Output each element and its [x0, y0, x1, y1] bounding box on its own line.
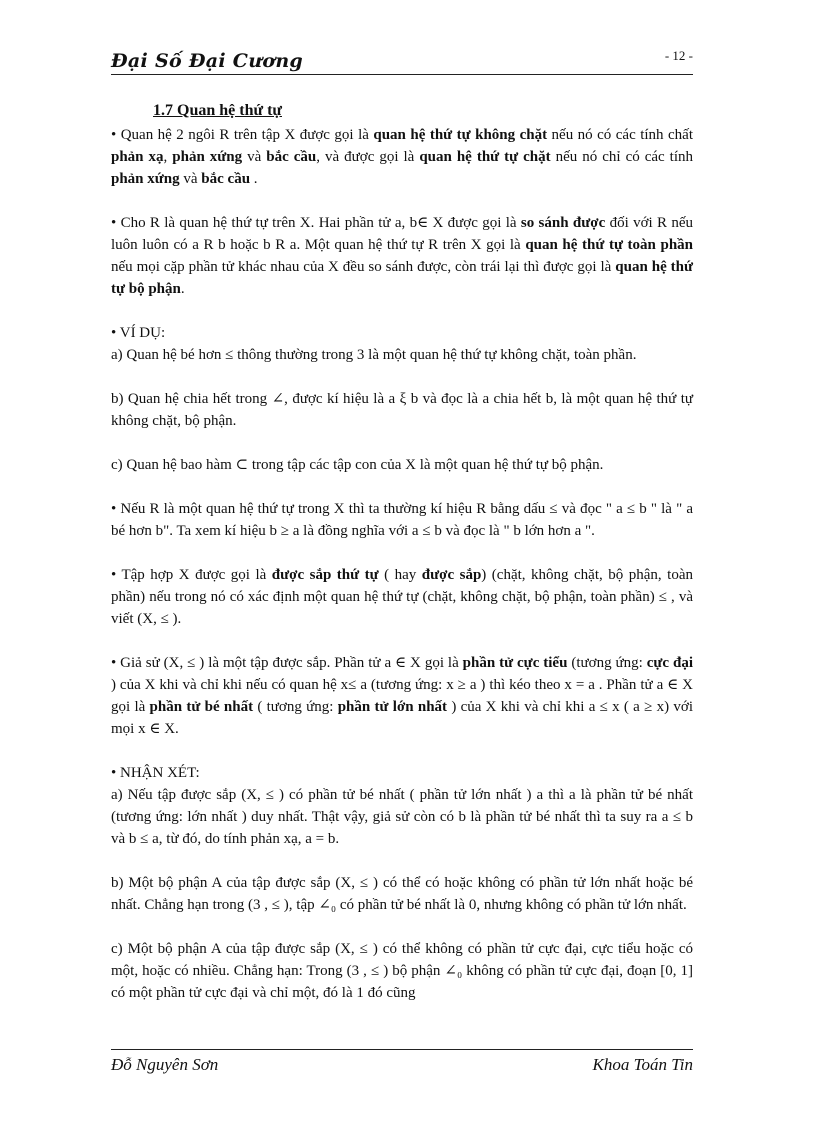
page-header — [111, 44, 693, 75]
bold-term: quan hệ thứ tự không chặt — [373, 127, 548, 143]
text-run: • Tập hợp X được gọi là — [111, 567, 272, 583]
example-c: c) Quan hệ bao hàm ⊂ trong tập các tập con của X là một quan hệ thứ tự bộ phận. — [111, 457, 604, 473]
bold-term: quan hệ thứ tự chặt — [419, 149, 551, 165]
page-footer — [111, 1049, 693, 1080]
text-run: và — [179, 171, 202, 187]
header-title: Đại Số Đại Cương — [111, 50, 304, 72]
text-run: (tương ứng: — [567, 655, 647, 671]
remark-b: b) Một bộ phận A của tập được sắp (X, ≤ ) có thể có hoặc không có phần tử lớn nhất hoặc bé nhất. Chẳng hạn trong (3 , ≤ ), tập ∠₀ có phần tử bé nhất là 0, nhưng không có phần tử lớn nhất. — [111, 875, 693, 913]
remarks-block — [111, 762, 693, 1004]
text-run: . — [180, 281, 185, 297]
bold-term: so sánh được — [520, 215, 606, 231]
footer-author: Đỗ Nguyên Sơn — [111, 1055, 219, 1074]
bold-term: quan hệ thứ tự bộ phận — [111, 259, 694, 297]
bold-term: bắc cầu — [201, 171, 251, 187]
text-run: nếu mọi cặp phần tử khác nhau của X đều so sánh được, còn trái lại thì được gọi là — [111, 259, 616, 275]
text-run: • Quan hệ 2 ngôi R trên tập X được gọi là — [111, 127, 374, 143]
text-run: , — [163, 149, 173, 165]
example-b: b) Quan hệ chia hết trong ∠, được kí hiệu là a ξ b và đọc là a chia hết b, là một quan hệ thứ tự không chặt, bộ phận. — [111, 391, 693, 429]
bold-term: phản xứng — [111, 171, 180, 187]
remark-c: c) Một bộ phận A của tập được sắp (X, ≤ ) có thể không có phần tử cực đại, cực tiểu hoặc có một, hoặc có nhiều. Chẳng hạn: Trong (3 , ≤ ) bộ phận ∠₀ không có phần tử cực đại, đoạn [0, 1] có một phần tử cực đại và chỉ một, đó là 1 đó cũng — [111, 941, 693, 1001]
paragraph-order-relation-definition — [111, 124, 693, 190]
page-body — [111, 100, 693, 1026]
bold-term: phần tử cực tiểu — [462, 655, 568, 671]
bold-term: phản xứng — [172, 149, 243, 165]
paragraph-ordered-set — [111, 564, 693, 630]
text-run: . — [250, 171, 258, 187]
page-number: - 12 - — [664, 48, 693, 63]
text-run: ) (chặt, không chặt, bộ phận, toàn phần) nếu trong nó có xác định một quan hệ thứ tự (chặt, không chặt, bộ phận, toàn phần) ≤ , và viết (X, ≤ ). — [111, 567, 693, 627]
bold-term: quan hệ thứ tự toàn phần — [525, 237, 694, 253]
text-run: ( hay — [378, 567, 422, 583]
examples-heading: • VÍ DỤ: — [111, 325, 166, 341]
text-run: nếu nó có các tính chất — [547, 127, 694, 143]
section-title: 1.7 Quan hệ thứ tự — [153, 102, 282, 119]
bold-term: phần tử lớn nhất — [337, 699, 448, 715]
remarks-heading: • NHẬN XÉT: — [111, 765, 200, 781]
bold-term: cực đại — [646, 655, 693, 671]
bold-term: phần tử bé nhất — [149, 699, 254, 715]
footer-department: Khoa Toán Tin — [592, 1055, 693, 1074]
text-run: và — [242, 149, 267, 165]
text-run: • Giả sử (X, ≤ ) là một tập được sắp. Phần tử a ∈ X gọi là — [111, 655, 463, 671]
remark-a: a) Nếu tập được sắp (X, ≤ ) có phần tử bé nhất ( phần tử lớn nhất ) a thì a là phần tử bé nhất (tương ứng: lớn nhất ) duy nhất. Thật vậy, giả sử còn có b là phần tử bé nhất thì ta suy ra a ≤ b và b ≤ a, từ đó, do tính phản xạ, a = b. — [111, 787, 693, 847]
bold-term: được sắp thứ tự — [271, 567, 379, 583]
text-run: đối với R nếu luôn luôn có a R b hoặc b R a. Một quan hệ thứ tự R trên X gọi là — [111, 215, 693, 253]
text-run: nếu nó chỉ có các tính — [550, 149, 694, 165]
text-run: , và được gọi là — [316, 149, 420, 165]
paragraph-comparable-elements — [111, 212, 693, 300]
text-run: ( tương ứng: — [253, 699, 338, 715]
bold-term: được sắp — [421, 567, 482, 583]
paragraph-extremal-elements — [111, 652, 693, 740]
text-run: ) của X khi và chỉ khi nếu có quan hệ x≤ a (tương ứng: x ≥ a ) thì kéo theo x = a . Phần tử a ∈ X gọi là — [111, 677, 693, 715]
examples-block — [111, 322, 693, 476]
bold-term: bắc cầu — [266, 149, 317, 165]
paragraph-notation: • Nếu R là một quan hệ thứ tự trong X thì ta thường kí hiệu R bằng dấu ≤ và đọc " a ≤ b " là " a bé hơn b". Ta xem kí hiệu b ≥ a là đồng nghĩa với a ≤ b và đọc là " b lớn hơn a ". — [111, 501, 693, 539]
text-run: ) của X khi và chỉ khi a ≤ x ( a ≥ x) với mọi x ∈ X. — [111, 699, 693, 737]
text-run: • Cho R là quan hệ thứ tự trên X. Hai phần tử a, b∈ X được gọi là — [111, 215, 521, 231]
bold-term: phản xạ — [111, 149, 164, 165]
example-a: a) Quan hệ bé hơn ≤ thông thường trong 3 là một quan hệ thứ tự không chặt, toàn phần. — [111, 347, 637, 363]
